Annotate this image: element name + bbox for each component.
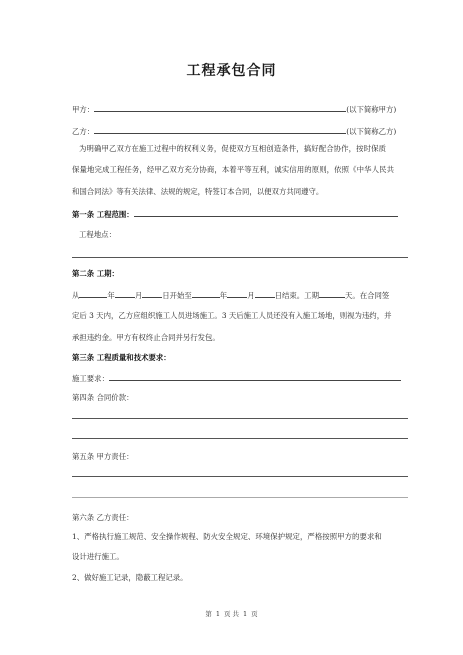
party-a-duty-blank-2[interactable] xyxy=(72,497,408,498)
article-1-line xyxy=(72,208,408,220)
end-year-blank[interactable] xyxy=(192,289,220,298)
month-text: 月 xyxy=(134,291,143,300)
party-b-duty-item-1-cont: 设计进行施工。 xyxy=(72,552,124,561)
start-day-blank[interactable] xyxy=(142,289,162,298)
party-b-label: 乙方： xyxy=(72,127,95,136)
start-month-blank[interactable] xyxy=(115,289,135,298)
end-month-blank[interactable] xyxy=(227,289,247,298)
work-location-blank[interactable] xyxy=(72,257,408,258)
party-b-blank[interactable] xyxy=(94,125,346,134)
party-a-suffix: (以下简称甲方) xyxy=(346,105,397,114)
footer-prefix: 第 xyxy=(205,610,212,618)
page-footer xyxy=(0,609,463,618)
article-5-heading: 第五条 甲方责任： xyxy=(72,452,134,461)
start-until-text: 日开始至 xyxy=(162,291,192,300)
article-6-heading: 第六条 乙方责任： xyxy=(72,513,134,522)
party-a-line xyxy=(72,103,408,115)
preamble-line-3: 和国合同法》等有关法律、法规的规定，特签订本合同，以便双方共同遵守。 xyxy=(72,187,324,196)
page-title: 工程承包合同 xyxy=(186,63,277,79)
construction-req-blank[interactable] xyxy=(109,372,401,381)
preamble-line-2: 保量地完成工程任务，经甲乙双方充分协商，本着平等互利，诚实信用的原则，依照《中华人民共 xyxy=(72,165,395,174)
year-text: 年 xyxy=(107,291,115,300)
total-page-number: 1 xyxy=(243,610,248,618)
month-text: 月 xyxy=(247,291,255,300)
footer-suffix: 页 xyxy=(251,610,258,618)
duration-days-blank[interactable] xyxy=(319,289,345,298)
party-a-duty-blank-1[interactable] xyxy=(72,476,408,477)
article-3-heading: 第三条 工程质量和技术要求： xyxy=(72,353,171,362)
party-b-suffix: (以下简称乙方) xyxy=(346,127,397,136)
article-4-heading: 第四条 合同价款： xyxy=(72,393,134,402)
party-a-blank[interactable] xyxy=(94,103,346,112)
contract-price-blank-1[interactable] xyxy=(72,418,408,419)
party-b-duty-item-1: 1、严格执行施工规范、安全操作规程、防火安全规定、环境保护规定，严格按照甲方的要求和 xyxy=(72,532,382,541)
article-1-heading: 第一条 工程范围： xyxy=(72,210,134,219)
end-day-blank[interactable] xyxy=(255,289,275,298)
schedule-line-1 xyxy=(72,289,408,301)
start-year-blank[interactable] xyxy=(79,289,107,298)
party-b-line xyxy=(72,125,408,137)
construction-req-label: 施工要求： xyxy=(72,374,109,383)
work-location-label: 工程地点： xyxy=(79,230,116,239)
construction-req-line xyxy=(72,372,408,384)
preamble-line-1: 为明确甲乙双方在施工过程中的权利义务，促使双方互相创造条件，搞好配合协作，按时保质 xyxy=(79,144,387,153)
footer-mid: 页 共 xyxy=(223,610,240,618)
from-text: 从 xyxy=(72,291,80,300)
schedule-line-3: 承担违约金。甲方有权终止合同并另行发包。 xyxy=(72,333,220,342)
party-b-duty-item-2: 2、做好施工记录，隐蔽工程记录。 xyxy=(72,573,188,582)
schedule-line-2: 定后 3 天内，乙方应组织施工人员进场施工。3 天后施工人员还没有入施工场地，则视为违约，并 xyxy=(72,311,392,320)
party-a-label: 甲方： xyxy=(72,105,95,114)
article-1-scope-blank[interactable] xyxy=(134,208,398,217)
contract-price-blank-2[interactable] xyxy=(72,438,408,439)
article-2-heading: 第二条 工期： xyxy=(72,269,119,278)
year-text: 年 xyxy=(219,291,228,300)
current-page-number: 1 xyxy=(215,610,220,618)
days-after-text: 天。在合同签 xyxy=(344,291,390,300)
end-duration-text: 日结束。工期 xyxy=(274,291,319,300)
